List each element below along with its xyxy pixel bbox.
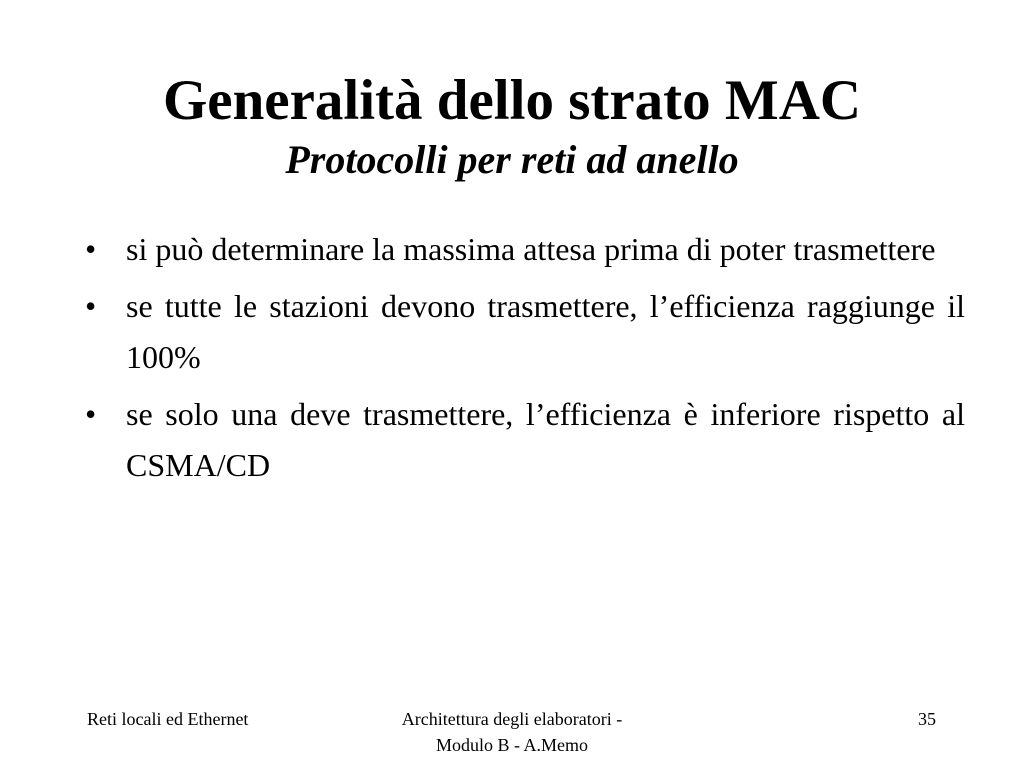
footer-course-line: Architettura degli elaboratori - [401, 709, 623, 729]
slide-title: Generalità dello strato MAC [162, 69, 862, 132]
bullet-list [85, 224, 965, 497]
bullet-icon: • [85, 231, 97, 267]
footer-course-topic: Reti locali ed Ethernet [87, 709, 249, 729]
footer-course-info [362, 706, 662, 758]
bullet-text: si può determinare la massima attesa prima di poter trasmettere [126, 231, 936, 267]
bullet-icon: • [85, 396, 97, 432]
page-number: 35 [918, 709, 936, 729]
bullet-item [85, 224, 965, 275]
bullet-item [85, 281, 965, 383]
slide-subtitle: Protocolli per reti ad anello [285, 137, 739, 182]
footer-author-line: Modulo B - A.Memo [435, 735, 588, 755]
bullet-icon: • [85, 288, 97, 324]
bullet-item [85, 389, 965, 491]
bullet-text: se solo una deve trasmettere, l’efficienza è inferiore rispetto al CSMA/CD [126, 396, 965, 483]
bullet-text: se tutte le stazioni devono trasmettere, l’efficienza raggiunge il 100% [126, 288, 965, 375]
